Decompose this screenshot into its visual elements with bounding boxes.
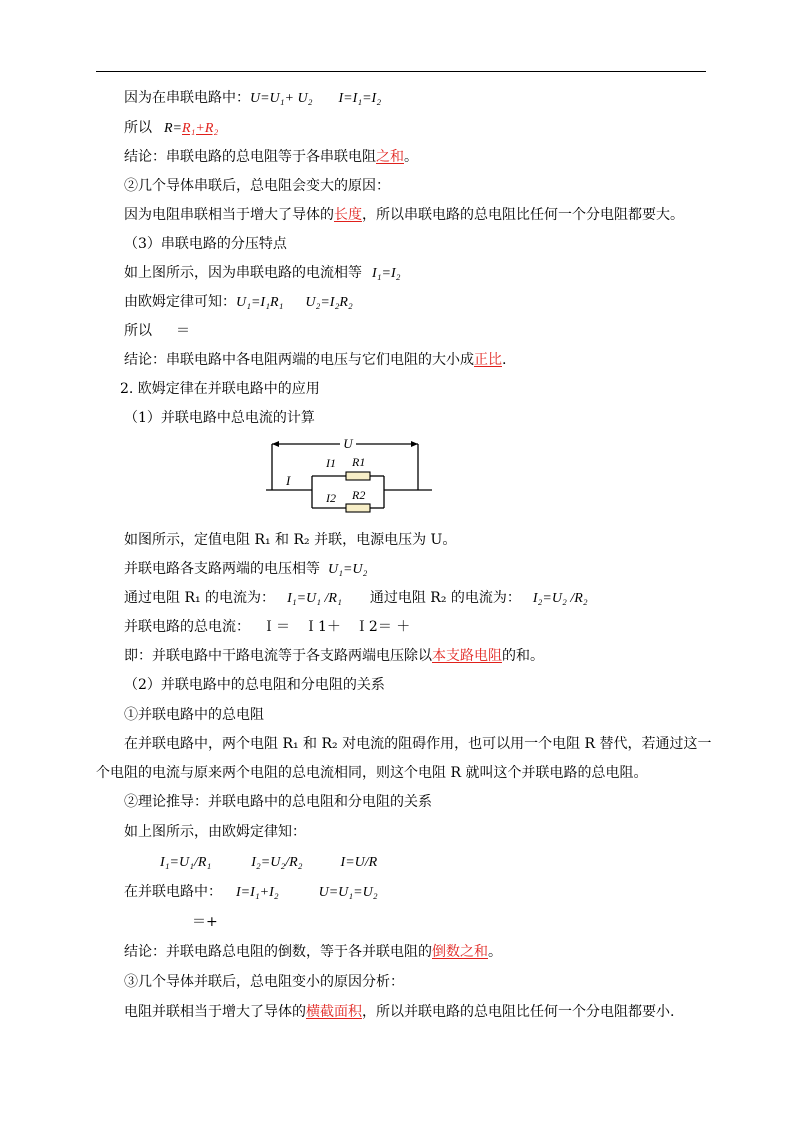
line-ohm-law (124, 292, 353, 313)
text-series-reason-end: ，所以串联电路的总电阻比任何一个分电阻都要大。 (362, 207, 684, 223)
line-series-voltage-conclusion (124, 350, 506, 370)
heading-voltage-division: （3）串联电路的分压特点 (124, 236, 287, 252)
label-resistor-r1: R1 (352, 455, 366, 469)
paragraph-total-resistance-1: 在并联电路中，两个电阻 R₁ 和 R₂ 对电流的阻碍作用，也可以用一个电阻 R 替代，若通过这一 (124, 736, 712, 752)
text-so: 所以 (124, 120, 152, 136)
line-parallel-relations (124, 882, 378, 903)
answer-branch-resistance: 本支路电阻 (432, 648, 502, 664)
parallel-circuit-diagram (262, 430, 434, 522)
header-rule (96, 71, 706, 72)
heading-derivation: ②理论推导：并联电路中的总电阻和分电阻的关系 (124, 794, 432, 810)
formula-total-current: Ｉ＝ Ｉ1＋ Ｉ2＝ ＋ (262, 619, 411, 635)
ratio-equals: ＝ (176, 323, 190, 339)
text-branch-current-2: 通过电阻 R₂ 的电流为： (369, 590, 521, 606)
text-ohm-law: 由欧姆定律可知： (124, 294, 236, 310)
text-voltage-conclusion: 结论：串联电路中各电阻两端的电压与它们电阻的大小成 (124, 352, 474, 368)
line-parallel-conclusion (124, 942, 502, 962)
resistor-r1 (346, 472, 370, 480)
text-so-ratio: 所以 (124, 323, 152, 339)
formula-i-sum: I=I₁+I₂ (236, 885, 279, 900)
line-main-current-conclusion (124, 646, 544, 666)
line-branch-currents (124, 588, 588, 609)
line-total-current (124, 617, 410, 637)
line-ohm-formulas (160, 852, 377, 873)
text-main-current-end: 的和。 (502, 648, 544, 664)
text-main-current: 即：并联电路中干路电流等于各支路两端电压除以 (124, 648, 432, 664)
answer-reciprocal-sum: 倒数之和 (432, 944, 488, 960)
line-parallel-reason (124, 1002, 674, 1022)
paragraph-total-resistance-2: 个电阻的电流与原来两个电阻的总电流相同，则这个电阻 R 就叫这个并联电路的总电阻。 (96, 765, 648, 781)
line-series-laws (124, 88, 381, 109)
label-resistor-r2: R2 (352, 488, 366, 502)
formula-i1-ratio: I₁=U₁/R₁ (160, 855, 212, 870)
line-from-ohm-law: 如上图所示，由欧姆定律知： (124, 824, 306, 840)
line-parallel-voltage (124, 559, 367, 580)
label-current-i2: I2 (326, 491, 336, 505)
resistor-r2 (346, 504, 370, 512)
text-parallel-reason: 电阻并联相当于增大了导体的 (124, 1004, 306, 1020)
formula-i-ratio: I=U/R (340, 855, 378, 870)
heading-total-vs-branch: （2）并联电路中的总电阻和分电阻的关系 (124, 677, 385, 693)
formula-u1: U₁=I₁R₁ (236, 295, 284, 310)
text-series-reason: 因为电阻串联相当于增大了导体的 (124, 207, 334, 223)
label-current-i1: I1 (326, 456, 336, 470)
line-total-resistance (124, 118, 218, 139)
text-parallel-conclusion: 结论：并联电路总电阻的倒数，等于各并联电阻的 (124, 944, 432, 960)
text-parallel-voltage: 并联电路各支路两端的电压相等 (124, 561, 320, 577)
line-parallel-setup: 如图所示，定值电阻 R₁ 和 R₂ 并联，电源电压为 U。 (124, 532, 457, 548)
formula-u-equal: U=U₁=U₂ (318, 885, 378, 900)
text-parallel-reason-end: ，所以并联电路的总电阻比任何一个分电阻都要小. (362, 1004, 675, 1020)
heading-parallel-reason: ③几个导体并联后，总电阻变小的原因分析： (124, 974, 404, 990)
formula-i1-i2: I₁=I₂ (372, 266, 401, 281)
text-in-parallel: 在并联电路中： (124, 884, 222, 900)
heading-parallel-total-resistance: ①并联电路中的总电阻 (124, 707, 264, 723)
text-period-2: . (502, 352, 507, 368)
text-period-3: 。 (488, 944, 502, 960)
label-current-i: I (286, 473, 291, 488)
line-current-equal (124, 263, 401, 284)
formula-u1-u2: U₁=U₂ (328, 562, 368, 577)
heading-parallel-current: （1）并联电路中总电流的计算 (124, 410, 315, 426)
formula-i2: I₂=U₂ /R₂ (532, 591, 588, 606)
heading-parallel-application: 2. 欧姆定律在并联电路中的应用 (120, 381, 320, 397)
answer-sum: 之和 (376, 149, 404, 165)
text-series-laws: 因为在串联电路中： (124, 90, 250, 106)
answer-cross-section: 横截面积 (306, 1004, 362, 1020)
text-period: 。 (404, 149, 418, 165)
formula-i2-ratio: I₂=U₂/R₂ (251, 855, 303, 870)
line-ratio (124, 321, 190, 341)
text-series-conclusion: 结论：串联电路的总电阻等于各串联电阻 (124, 149, 376, 165)
line-series-conclusion (124, 147, 418, 167)
formula-voltage-sum: U=U₁+ U₂ (250, 91, 313, 106)
answer-r1-plus-r2: R₁+R₂ (182, 121, 219, 136)
text-branch-current-1: 通过电阻 R₁ 的电流为： (124, 590, 276, 606)
label-voltage-u: U (343, 436, 353, 451)
line-series-reason-heading: ②几个导体串联后，总电阻会变大的原因： (124, 178, 390, 194)
formula-reciprocal: ＝+ (192, 914, 218, 930)
line-series-reason (124, 205, 684, 225)
formula-i1: I₁=U₁ /R₁ (287, 591, 342, 606)
formula-current-equal: I=I₁=I₂ (338, 91, 382, 106)
text-total-current: 并联电路的总电流： (124, 619, 250, 635)
answer-length: 长度 (334, 207, 362, 223)
answer-proportional: 正比 (474, 352, 502, 368)
formula-r-equals: R= (164, 121, 182, 136)
text-current-equal: 如上图所示，因为串联电路的电流相等 (124, 265, 362, 281)
formula-u2: U₂=I₂R₂ (305, 295, 353, 310)
